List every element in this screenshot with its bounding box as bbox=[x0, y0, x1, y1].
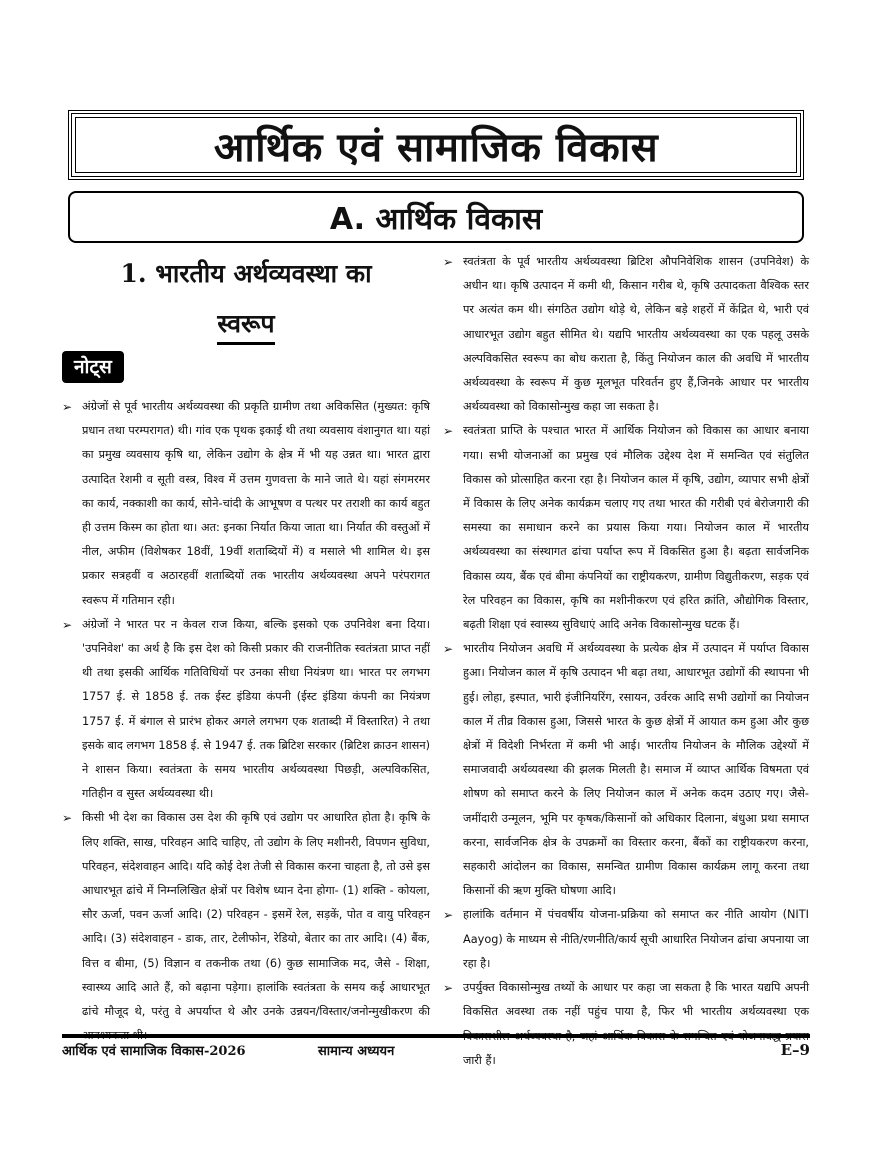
bullet-text: उपर्युक्त विकासोन्मुख तथ्यों के आधार पर कहा जा सकता है कि भारत यद्यपि अपनी विकसित अवस्था तक नहीं पहुंच पाया है, फिर भी भारतीय अर्थव्यवस्था एक जारी हैं। bbox=[463, 981, 809, 1067]
arrowhead-bullet-icon: ➢ bbox=[443, 981, 454, 996]
arrowhead-bullet-icon: ➢ bbox=[443, 908, 454, 923]
bullet-text: भारतीय नियोजन अवधि में अर्थव्यवस्था के प्रत्येक क्षेत्र में उत्पादन में पर्याप्त विकास हुआ। नियोजन काल में कृषि उत्पादन भी बढ़ा तथा, आधारभूत उद्योगों की स्थापना भी हुई। लोहा, इस्पात, भारी इंजीनियरिंग, रसायन, उर्वरक आदि सभी उद्योगों का नियोजन काल में तीव्र विकास हुआ, जिससे भारत के कुछ क्षेत्रों में आयात कम हुआ और कुछ क्षेत्रों में विदेशी निर्भरता में कमी भी आई। भारतीय नियोजन के मौलिक उद्देश्यों में समाजवादी अर्थव्यवस्था की झलक मिलती है। समाज में व्याप्त आर्थिक विषमता एवं शोषण को समाप्त करने के लिए नियोजन काल में अनेक कदम उठाए गए। जैसे- जमींदारी उन्मूलन, भूमि पर कृषक/किसानों को अधिकार दिलाना, बंधुआ प्रथा समाप्त करना, सार्वजनिक क्षेत्र के उपक्रमों का विस्तार करना, बैंकों का राष्ट्रीयकरण करना, सहकारी आंदोलन का विकास, समन्वित ग्रामीण विकास कार्यक्रम लागू करना तथा किसानों की ऋण मुक्ति घोषणा आदि। bbox=[463, 642, 809, 898]
bullet-text: अंग्रेजों से पूर्व भारतीय अर्थव्यवस्था की प्रकृति ग्रामीण तथा अविकसित (मुख्यत: कृषि प्रधान तथा परम्परागत) थी। गांव एक पृथक इकाई थी तथा व्यवसाय वंशानुगत था। यहां का प्रमुख व्यवसाय कृषि था, लेकिन उद्योग के क्षेत्र में भी यह उन्नत था। भारत द्वारा उत्पादित रेशमी व सूती वस्त्र, विश्व में उत्तम गुणवत्ता के माने जाते थे। यहां संगमरमर का कार्य, नक्काशी का कार्य, सोने-चांदी के आभूषण व पत्थर पर तराशी का कार्य बहुत ही उत्तम किस्म का होता था। अत: इनका निर्यात किया जाता था। निर्यात की वस्तुओं में नील, अफीम (विशेषकर 18वीं, 19वीं शताब्दियों में) व मसाले भी शामिल थे। इस प्रकार सत्रहवीं व अठारहवीं शताब्दियों तक भारतीय अर्थव्यवस्था अपने परंपरागत स्वरूप में गतिमान रही। bbox=[82, 400, 430, 607]
bullet-item bbox=[443, 903, 809, 976]
footer-subject: सामान्य अध्ययन bbox=[318, 1044, 395, 1059]
notes-badge: नोट्स bbox=[62, 351, 124, 383]
bullet-text: स्वतंत्रता प्राप्ति के पश्चात भारत में आर्थिक नियोजन को विकास का आधार बनाया गया। सभी योजनाओं का प्रमुख एवं मौलिक उद्देश्य देश में समन्वित एवं संतुलित विकास को प्रोत्साहित करना रहा है। नियोजन काल में कृषि, उद्योग, व्यापार सभी क्षेत्रों में विकास के लिए अनेक कार्यक्रम चलाए गए तथा भारत की गरीबी एवं बेरोजगारी की समस्या का समाधान करने का प्रयास किया गया। नियोजन काल में भारतीय अर्थव्यवस्था का संस्थागत ढांचा पर्याप्त रूप में विकसित हुआ है। बढ़ता सार्वजनिक विकास व्यय, बैंक एवं बीमा कंपनियों का राष्ट्रीयकरण, ग्रामीण विद्युतीकरण, सड़क एवं रेल परिवहन का विकास, कृषि का मशीनीकरण एवं हरित क्रांति, औद्योगिक विस्तार, बढ़ती शिक्षा एवं स्वास्थ्य सुविधाएं आदि अनेक विकासोन्मुख घटक हैं। bbox=[463, 424, 809, 632]
footer-book-title: आर्थिक एवं सामाजिक विकास-2026 bbox=[62, 1044, 246, 1059]
left-bullet-list bbox=[62, 395, 430, 1048]
arrowhead-bullet-icon: ➢ bbox=[62, 811, 73, 826]
section-title-line2: स्वरूप bbox=[217, 306, 274, 345]
part-title-box bbox=[68, 191, 804, 243]
section-title-line1: 1. भारतीय अर्थव्यवस्था का bbox=[120, 259, 372, 288]
bullet-item bbox=[443, 976, 809, 1073]
chapter-title-box bbox=[68, 110, 804, 180]
footer-divider bbox=[62, 1034, 810, 1038]
arrowhead-bullet-icon: ➢ bbox=[443, 255, 454, 269]
bullet-text: हालांकि वर्तमान में पंचवर्षीय योजना-प्रक्रिया को समाप्त कर नीति आयोग (NITI Aayog) के माध्यम से नीति/रणनीति/कार्य सूची आधारित नियोजन ढांचा अपनाया जा रहा है। bbox=[463, 908, 809, 970]
right-column bbox=[443, 250, 809, 1073]
chapter-title: आर्थिक एवं सामाजिक विकास bbox=[213, 124, 659, 171]
left-column bbox=[62, 252, 430, 1048]
arrowhead-bullet-icon: ➢ bbox=[62, 617, 73, 632]
bullet-text: स्वतंत्रता के पूर्व भारतीय अर्थव्यवस्था ब्रिटिश औपनिवेशिक शासन (उपनिवेश) के अधीन था। कृषि उत्पादन में कमी थी, किसान गरीब थे, कृषि उत्पादकता वैश्विक स्तर पर अत्यंत कम थी। संगठित उद्योग थोड़े थे, लेकिन बड़े शहरों में केंद्रित थे, भारी एवं आधारभूत उद्योग बहुत सीमित थे। यद्यपि भारतीय अर्थव्यवस्था का एक पहलू उसके अल्पविकसित स्वरूप का बोध कराता है, किंतु नियोजन काल की अवधि में भारतीय अर्थव्यवस्था के स्वरूप में कुछ मूलभूत परिवर्तन हुए हैं,जिनके आधार पर भारतीय अर्थव्यवस्था को विकासोन्मुख कहा जा सकता है। bbox=[463, 255, 809, 414]
bullet-text: अंग्रेजों ने भारत पर न केवल राज किया, बल्कि इसको एक उपनिवेश बना दिया। 'उपनिवेश' का अर्थ है कि इस देश को किसी प्रकार की राजनीतिक स्वतंत्रता प्राप्त नहीं थी तथा इसकी आर्थिक गतिविधियों पर उनका सीधा नियंत्रण था। भारत पर लगभग 1757 ई. से 1858 ई. तक ईस्ट इंडिया कंपनी (ईस्ट इंडिया कंपनी का नियंत्रण 1757 ई. में बंगाल से प्रारंभ होकर अगले लगभग एक शताब्दी में विस्तारित) ने तथा इसके बाद लगभग 1858 ई. से 1947 ई. तक ब्रिटिश सरकार (ब्रिटिश क्राउन शासन) ने शासन किया। स्वतंत्रता के समय भारतीय अर्थव्यवस्था पिछड़ी, अल्पविकसित, गतिहीन व सुस्त अर्थव्यवस्था थी। bbox=[82, 617, 430, 801]
bullet-item bbox=[443, 637, 809, 903]
arrowhead-bullet-icon: ➢ bbox=[443, 424, 454, 439]
bullet-item bbox=[62, 806, 430, 1048]
arrowhead-bullet-icon: ➢ bbox=[443, 642, 454, 657]
bullet-item bbox=[443, 250, 809, 419]
bullet-text: किसी भी देश का विकास उस देश की कृषि एवं उद्योग पर आधारित होता है। कृषि के लिए शक्ति, साख, परिवहन आदि चाहिए, तो उद्योग के लिए मशीनरी, विपणन सुविधा, परिवहन, संदेशवाहन आदि। यदि कोई देश तेजी से विकास करना चाहता है, तो उसे इस आधारभूत ढांचे में निम्नलिखित क्षेत्रों पर विशेष ध्यान देना होगा- (1) शक्ति - कोयला, सौर ऊर्जा, पवन ऊर्जा आदि। (2) परिवहन - इसमें रेल, सड़कें, पोत व वायु परिवहन आदि। (3) संदेशवाहन - डाक, तार, टेलीफोन, रेडियो, बेतार का तार आदि। (4) बैंक, वित्त व बीमा, (5) विज्ञान व तकनीक तथा (6) कुछ सामाजिक मद, जैसे - शिक्षा, स्वास्थ्य आदि आते हैं, को बढ़ाना पड़ेगा। हालांकि स्वतंत्रता के समय कई आधारभूत ढांचे मौजूद थे, परंतु वे अपर्याप्त थे और उनके उन्नयन/विस्तार/जनोन्मुखीकरण की bbox=[82, 811, 430, 1019]
page-number: E–9 bbox=[780, 1041, 810, 1059]
section-title bbox=[62, 254, 430, 345]
part-title: A. आर्थिक विकास bbox=[329, 201, 543, 237]
arrowhead-bullet-icon: ➢ bbox=[62, 400, 73, 414]
bullet-item bbox=[443, 419, 809, 637]
bullet-item bbox=[62, 395, 430, 613]
bullet-item bbox=[62, 613, 430, 807]
